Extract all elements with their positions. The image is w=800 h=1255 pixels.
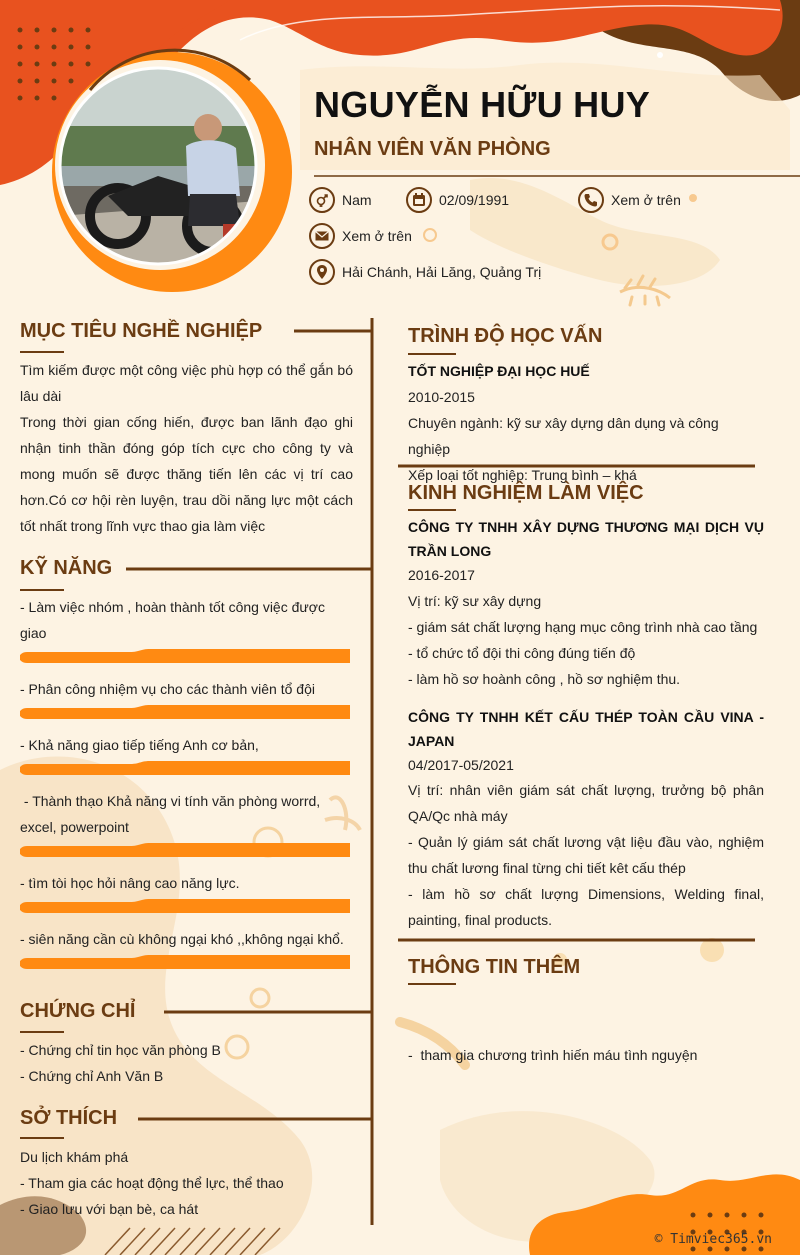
hobbies-heading: SỞ THÍCH xyxy=(20,1107,118,1129)
experience-heading: KINH NGHIỆM LÀM VIỆC xyxy=(408,482,644,504)
skill-bar xyxy=(20,843,350,857)
job-period: 04/2017-05/2021 xyxy=(408,757,514,773)
gender-icon xyxy=(309,187,335,213)
phone-info xyxy=(578,187,681,213)
hobbies-list xyxy=(20,1144,350,1222)
job-entry xyxy=(408,515,764,587)
job-duty: - Quản lý giám sát chất lương vật liệu đầu vào, nghiệm thu chất lương final từng chi tiết kêt cấu thép xyxy=(408,834,764,876)
education-grade: Xếp loại tốt nghiệp: Trung bình – khá xyxy=(408,467,637,483)
list-item: - Tham gia các hoạt động thể lực, thể thao xyxy=(20,1175,284,1191)
objective-line: Tìm kiếm được một công việc phù hợp có thể gắn bó lâu dài xyxy=(20,362,353,404)
user-photo xyxy=(58,66,258,266)
objective-text xyxy=(20,357,353,539)
mail-icon xyxy=(309,223,335,249)
gender-text: Nam xyxy=(342,192,372,208)
list-item: Du lịch khám phá xyxy=(20,1149,129,1165)
list-item: - Chứng chỉ tin học văn phòng B xyxy=(20,1042,221,1058)
list-item: - tham gia chương trình hiến máu tình nguyện xyxy=(408,1047,698,1063)
birthday-text: 02/09/1991 xyxy=(439,192,510,208)
gender-info xyxy=(309,187,372,213)
objective-heading: MỤC TIÊU NGHỀ NGHIỆP xyxy=(20,320,263,342)
email-text: Xem ở trên xyxy=(342,228,412,244)
list-item: - Chứng chỉ Anh Văn B xyxy=(20,1068,164,1084)
education-major: Chuyên ngành: kỹ sư xây dựng dân dụng và công nghiệp xyxy=(408,415,719,457)
job-duty: - làm hồ sơ hoành công , hồ sơ nghiệm thu. xyxy=(408,671,681,687)
skills-heading: KỸ NĂNG xyxy=(20,557,113,579)
birthday-info xyxy=(406,187,509,213)
education-heading: TRÌNH ĐỘ HỌC VẤN xyxy=(408,325,603,347)
skill-bar xyxy=(20,955,350,969)
skill-bar xyxy=(20,761,350,775)
skill-label: - tìm tòi học hỏi nâng cao năng lực. xyxy=(20,875,240,891)
job-title: NHÂN VIÊN VĂN PHÒNG xyxy=(314,138,551,160)
skill-bar xyxy=(20,705,350,719)
job-entry xyxy=(408,705,764,777)
education-block xyxy=(408,358,764,488)
job-position: Vị trí: kỹ sư xây dựng xyxy=(408,593,542,609)
extra-info-heading: THÔNG TIN THÊM xyxy=(408,956,581,978)
watermark: © Timviec365.vn xyxy=(654,1232,772,1247)
address-info xyxy=(309,259,541,285)
list-item: - Giao lưu với bạn bè, ca hát xyxy=(20,1201,199,1217)
job-details xyxy=(408,588,764,692)
job-duty: - làm hồ sơ chất lượng Dimensions, Welding final, painting, final products. xyxy=(408,886,764,928)
extra-info-list xyxy=(408,990,764,1094)
job-position: Vị trí: nhân viên giám sát chất lượng, trưởng bộ phân QA/Qc nhà máy xyxy=(408,782,764,824)
company-name: CÔNG TY TNHH KẾT CẤU THÉP TOÀN CẦU VINA - JAPAN xyxy=(408,709,764,749)
phone-icon xyxy=(578,187,604,213)
skill-bar xyxy=(20,649,350,663)
phone-text: Xem ở trên xyxy=(611,192,681,208)
skill-label: - Phân công nhiệm vụ cho các thành viên tổ đội xyxy=(20,681,315,697)
location-icon xyxy=(309,259,335,285)
skill-label: - siên năng cần cù không ngại khó ,,không ngại khổ. xyxy=(20,931,344,947)
job-details xyxy=(408,777,764,933)
school-name: TỐT NGHIỆP ĐẠI HỌC HUẾ xyxy=(408,363,590,379)
skill-label: - Khả năng giao tiếp tiếng Anh cơ bản, xyxy=(20,737,259,753)
job-period: 2016-2017 xyxy=(408,567,475,583)
certificates-list xyxy=(20,1037,350,1089)
skill-label: - Làm việc nhóm , hoàn thành tốt công việc được giao xyxy=(20,599,325,641)
email-info xyxy=(309,223,412,249)
job-duty: - giám sát chất lượng hạng mục công trình nhà cao tầng xyxy=(408,619,758,635)
skill-bar xyxy=(20,899,350,913)
address-text: Hải Chánh, Hải Lăng, Quảng Trị xyxy=(342,264,542,280)
calendar-icon xyxy=(406,187,432,213)
candidate-name: NGUYỄN HỮU HUY xyxy=(314,84,651,125)
company-name: CÔNG TY TNHH XÂY DỰNG THƯƠNG MẠI DỊCH VỤ TRẦN LONG xyxy=(408,519,764,559)
education-period: 2010-2015 xyxy=(408,389,475,405)
job-duty: - tổ chức tổ đội thi công đúng tiến độ xyxy=(408,645,636,661)
skill-label: - Thành thạo Khả năng vi tính văn phòng worrd, excel, powerpoint xyxy=(20,793,325,835)
certificates-heading: CHỨNG CHỈ xyxy=(20,1000,136,1022)
objective-line: Trong thời gian cống hiến, được ban lãnh đạo ghi nhận tinh thần đóng góp tích cực cho công ty và mong muốn sẽ được thăng tiến lên các vị trí cao hơn.Có cơ hội rèn luyện, trau dồi năng lực một cách tốt nhất trong lĩnh vực thao gia làm việc xyxy=(20,414,353,534)
